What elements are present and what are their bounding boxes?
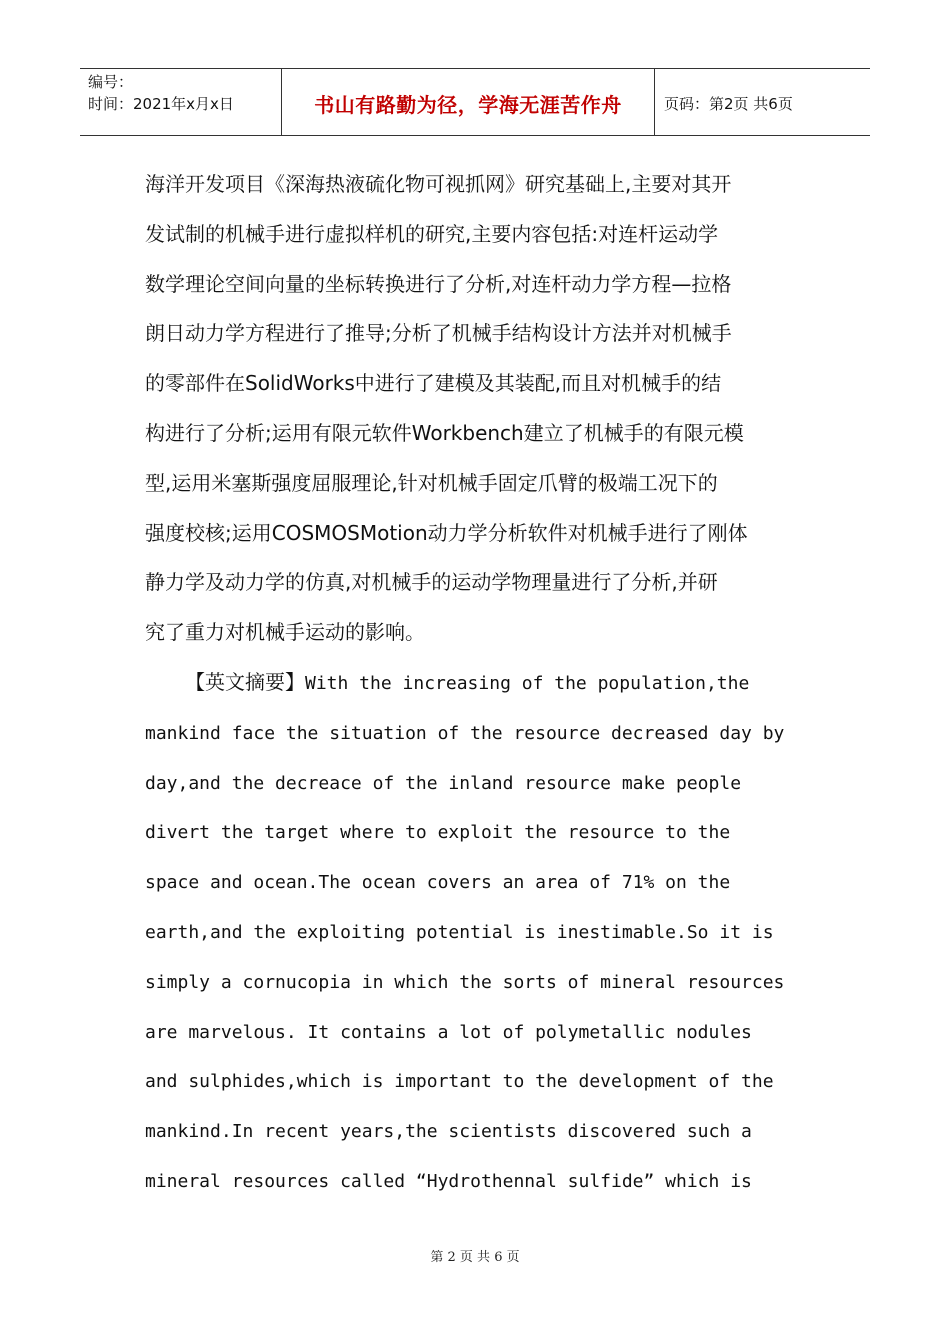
text-line: 构进行了分析;运用有限元软件Workbench建立了机械手的有限元模 <box>145 420 744 445</box>
text-line: and sulphides,which is important to the development of the <box>145 1071 774 1093</box>
document-body <box>145 160 805 1207</box>
text-line <box>145 658 805 709</box>
text-line: are marvelous. It contains a lot of polymetallic nodules <box>145 1021 752 1043</box>
text-line: space and ocean.The ocean covers an area of 71% on the <box>145 872 731 894</box>
header-motto: 书山有路勤为径，学海无涯苦作舟 <box>314 93 622 117</box>
document-time-label: 时间：2021年x月x日 <box>88 95 234 113</box>
page-footer: 第 2 页 共 6 页 <box>430 1250 520 1265</box>
text-line: earth,and the exploiting potential is inestimable.So it is <box>145 921 774 943</box>
text-line: 的零部件在SolidWorks中进行了建模及其装配,而且对机械手的结 <box>145 371 722 396</box>
header-meta <box>88 71 278 115</box>
text-line: 型,运用米塞斯强度屈服理论,针对机械手固定爪臂的极端工况下的 <box>145 470 718 495</box>
english-abstract-paragraph <box>145 658 805 1207</box>
header-page-info: 页码：第2页 共6页 <box>664 95 793 113</box>
text-line: 强度校核;运用COSMOSMotion动力学分析软件对机械手进行了刚体 <box>145 520 748 545</box>
text-line: mankind face the situation of the resource decreased day by <box>145 722 785 744</box>
text-line: 发试制的机械手进行虚拟样机的研究,主要内容包括:对连杆运动学 <box>145 221 719 246</box>
page-header <box>80 68 870 136</box>
chinese-abstract-paragraph <box>145 160 805 658</box>
text-line: simply a cornucopia in which the sorts of mineral resources <box>145 971 785 993</box>
english-abstract-first-line: With the increasing of the population,the <box>305 672 750 694</box>
text-line: 朗日动力学方程进行了推导;分析了机械手结构设计方法并对机械手 <box>145 321 732 346</box>
text-line: 数学理论空间向量的坐标转换进行了分析,对连杆动力学方程—拉格 <box>145 271 732 296</box>
document-number-label: 编号： <box>88 73 134 91</box>
text-line: mankind.In recent years,the scientists discovered such a <box>145 1121 752 1143</box>
english-abstract-label: 【英文摘要】 <box>185 669 305 694</box>
text-line: 静力学及动力学的仿真,对机械手的运动学物理量进行了分析,并研 <box>145 570 718 595</box>
header-divider-right <box>654 69 655 135</box>
text-line: 究了重力对机械手运动的影响。 <box>145 620 425 645</box>
text-line: day,and the decreace of the inland resource make people <box>145 772 742 794</box>
text-line: divert the target where to exploit the resource to the <box>145 822 731 844</box>
text-line: 海洋开发项目《深海热液硫化物可视抓网》研究基础上,主要对其开 <box>145 172 732 196</box>
text-line: mineral resources called “Hydrothennal sulfide” which is <box>145 1170 752 1192</box>
